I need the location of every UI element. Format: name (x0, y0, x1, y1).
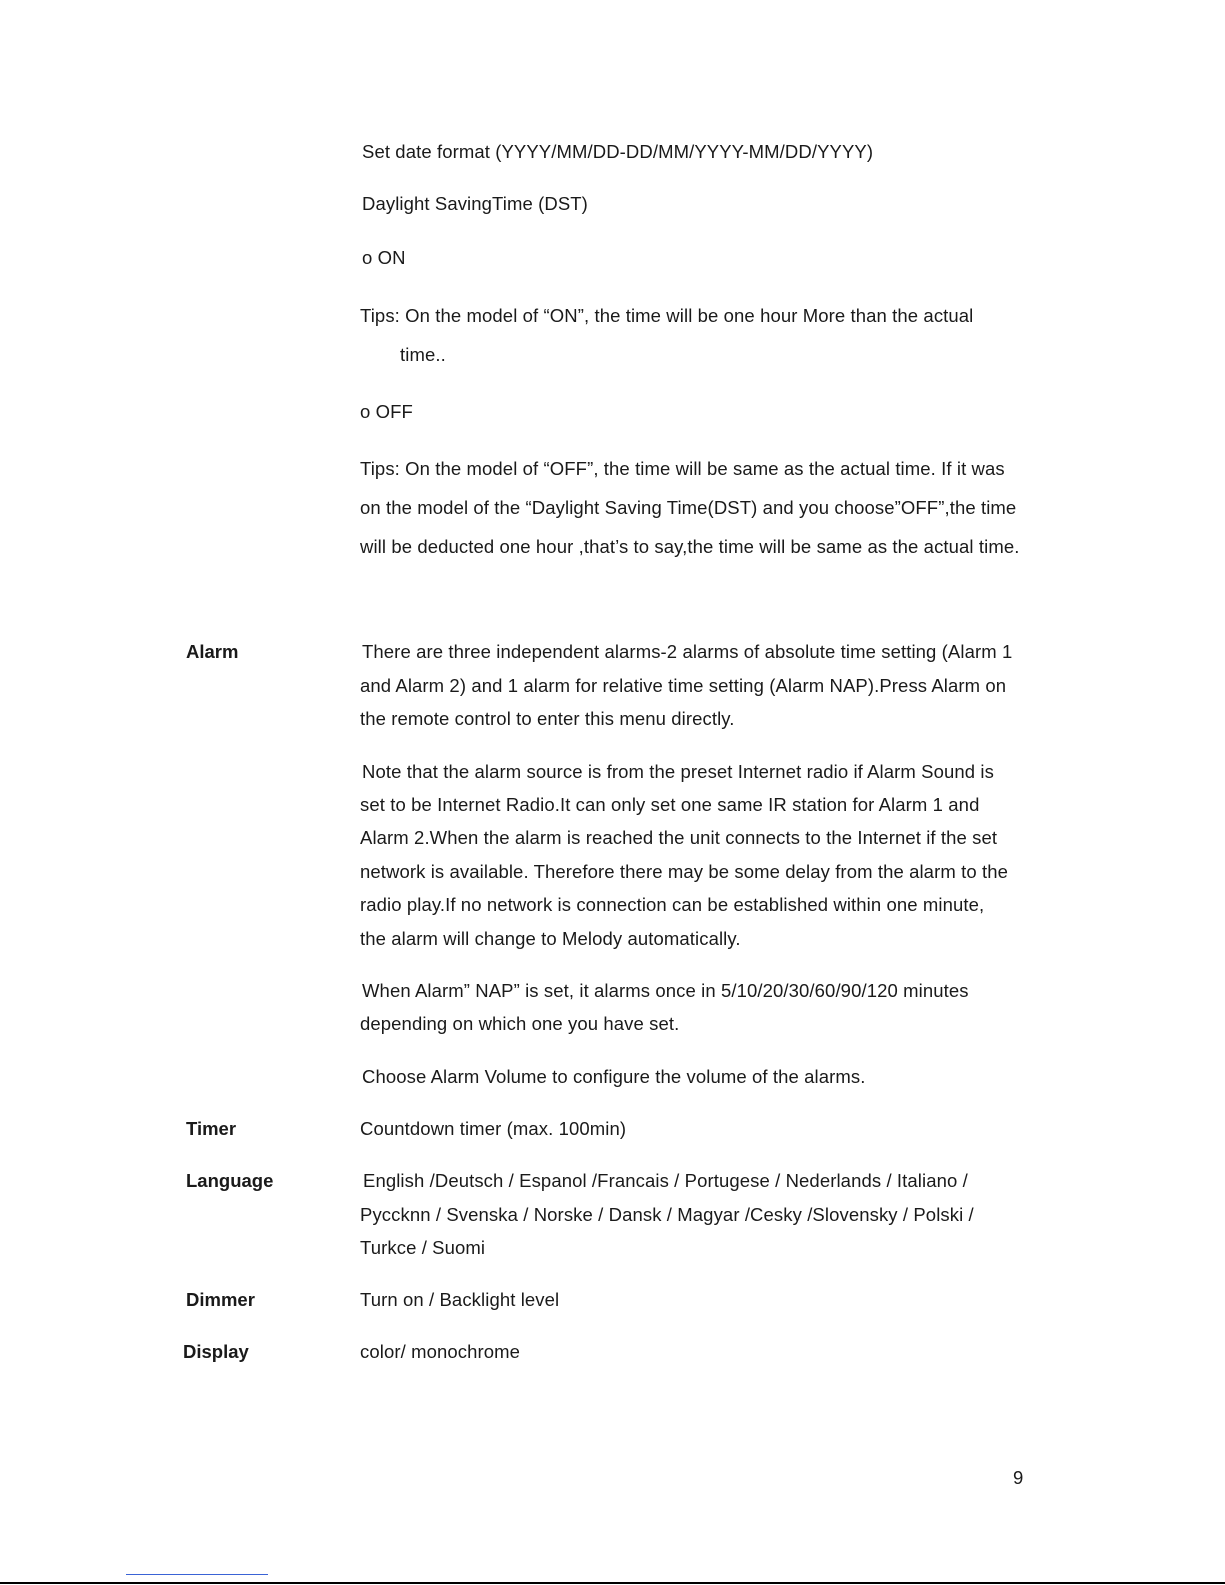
language-line3: Turkce / Suomi (360, 1237, 486, 1258)
alarm-para2-line3: Alarm 2.When the alarm is reached the unit connects to the Internet if the set (360, 827, 998, 848)
alarm-para2-line1: Note that the alarm source is from the preset Internet radio if Alarm Sound is (362, 761, 994, 782)
page-bottom-border (0, 1582, 1225, 1584)
dst-off-tip-line2: on the model of the “Daylight Saving Time(DST) and you choose”OFF”,the time (360, 497, 1017, 518)
timer-text: Countdown timer (max. 100min) (360, 1118, 627, 1139)
language-line1: English /Deutsch / Espanol /Francais / Portugese / Nederlands / Italiano / (363, 1170, 968, 1191)
alarm-para2-line4: network is available. Therefore there may be some delay from the alarm to the (360, 861, 1008, 882)
alarm-para3-line1: When Alarm” NAP” is set, it alarms once in 5/10/20/30/60/90/120 minutes (362, 980, 969, 1001)
alarm-para2-line6: the alarm will change to Melody automatically. (360, 928, 741, 949)
dst-off-option: o OFF (360, 401, 413, 422)
display-text: color/ monochrome (360, 1341, 521, 1362)
dst-off-tip-line1: Tips: On the model of “OFF”, the time will be same as the actual time. If it was (360, 458, 1005, 479)
language-label: Language (186, 1170, 274, 1191)
dimmer-label: Dimmer (186, 1289, 255, 1310)
dst-on-tip-line1: Tips: On the model of “ON”, the time will be one hour More than the actual (360, 305, 974, 326)
alarm-para1-line2: and Alarm 2) and 1 alarm for relative time setting (Alarm NAP).Press Alarm on (360, 675, 1007, 696)
alarm-label: Alarm (186, 641, 239, 662)
alarm-para1-line1: There are three independent alarms-2 alarms of absolute time setting (Alarm 1 (362, 641, 1013, 662)
alarm-para1-line3: the remote control to enter this menu directly. (360, 708, 735, 729)
dst-off-tip-line3: will be deducted one hour ,that’s to say,the time will be same as the actual time. (360, 536, 1020, 557)
language-line2: Pyccknn / Svenska / Norske / Dansk / Magyar /Cesky /Slovensky / Polski / (360, 1204, 974, 1225)
date-format-text: Set date format (YYYY/MM/DD-DD/MM/YYYY-MM/DD/YYYY) (362, 141, 874, 162)
alarm-para3-line2: depending on which one you have set. (360, 1013, 680, 1034)
footer-link-underline (126, 1574, 268, 1575)
alarm-para4: Choose Alarm Volume to configure the volume of the alarms. (362, 1066, 866, 1087)
alarm-para2-line2: set to be Internet Radio.It can only set one same IR station for Alarm 1 and (360, 794, 980, 815)
dst-on-tip-line2: time.. (400, 344, 446, 365)
dimmer-text: Turn on / Backlight level (360, 1289, 560, 1310)
display-label: Display (183, 1341, 249, 1362)
alarm-para2-line5: radio play.If no network is connection can be established within one minute, (360, 894, 985, 915)
dst-on-option: o ON (362, 247, 406, 268)
page-number: 9 (1013, 1467, 1024, 1488)
dst-title: Daylight SavingTime (DST) (362, 193, 588, 214)
timer-label: Timer (186, 1118, 237, 1139)
